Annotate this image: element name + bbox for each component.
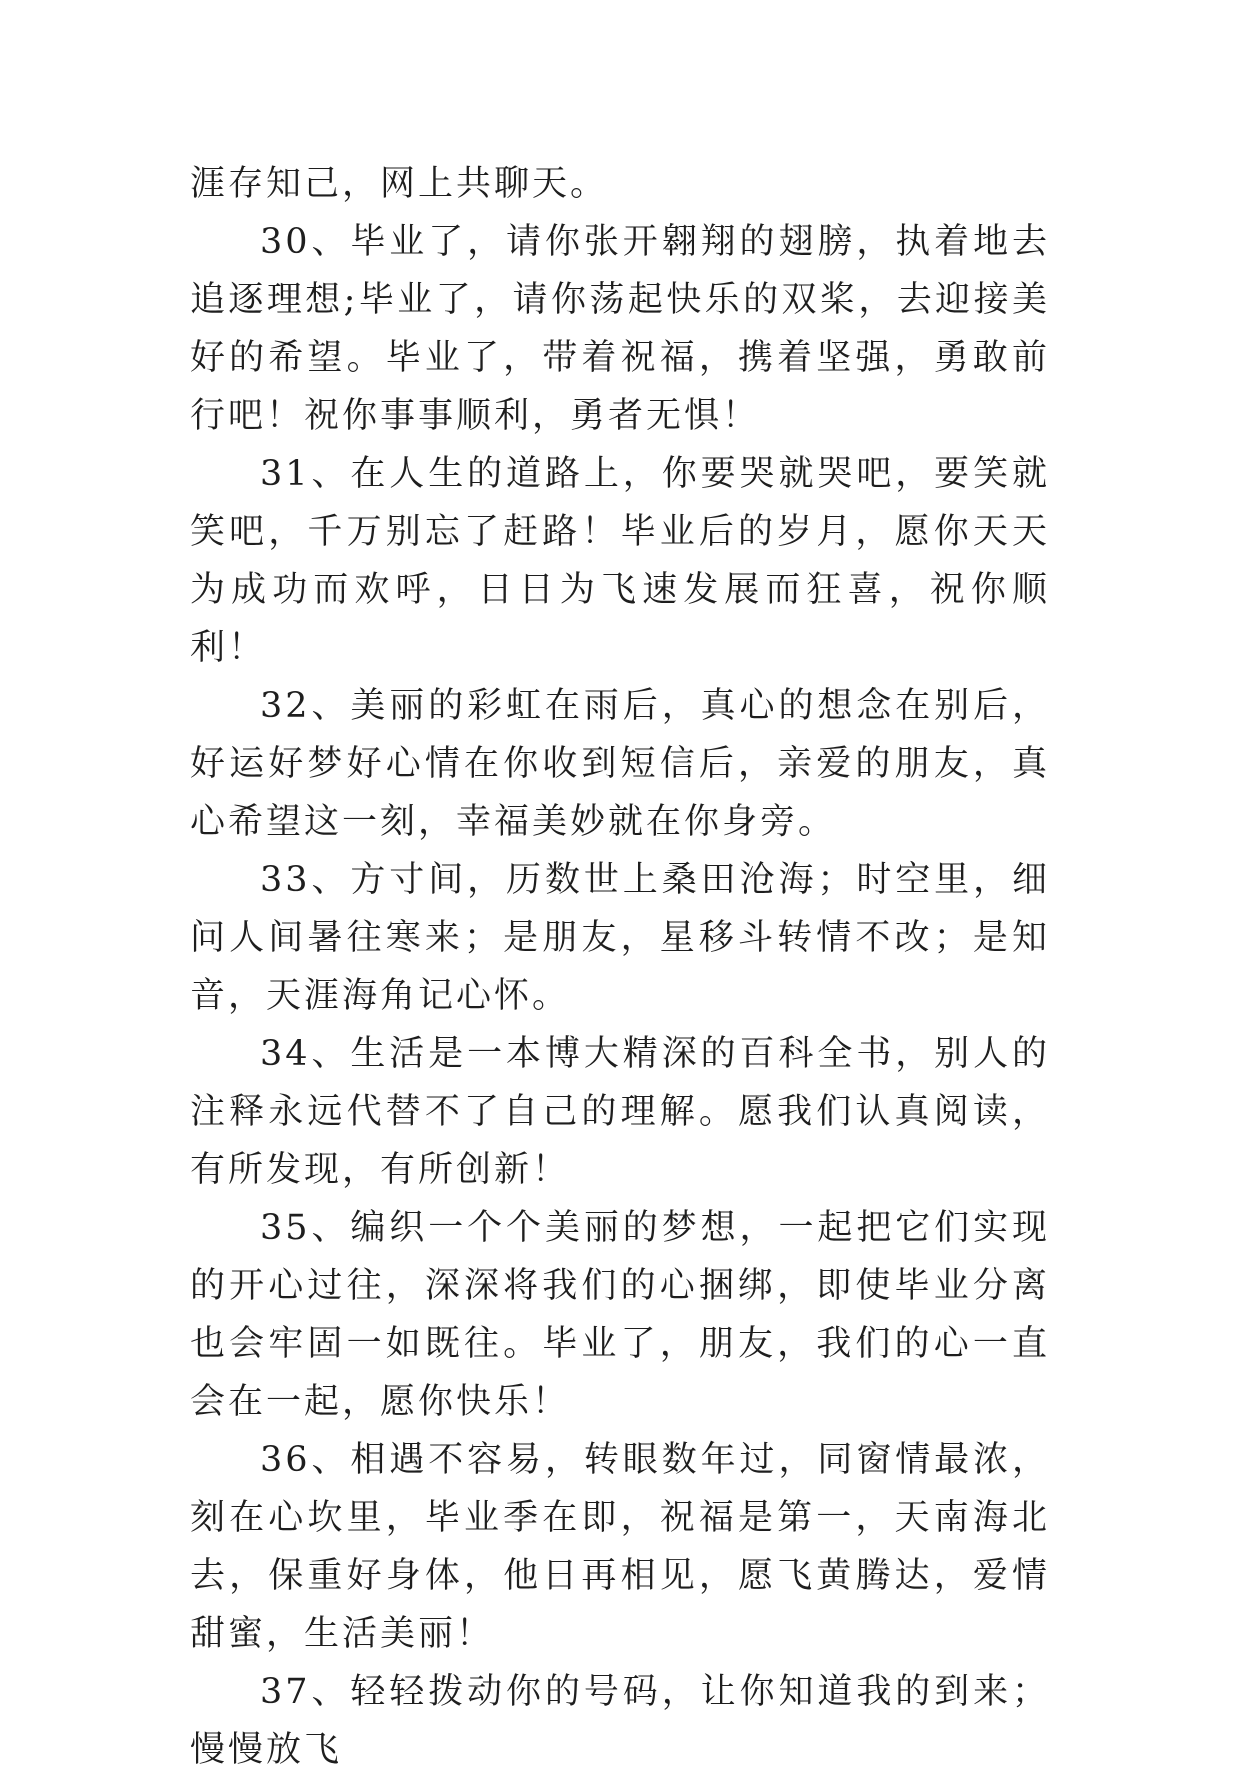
- paragraph-35: 35、编织一个个美丽的梦想，一起把它们实现的开心过往，深深将我们的心捆绑，即使毕业分离也会牢固一如既往。毕业了，朋友，我们的心一直会在一起，愿你快乐！: [190, 1208, 1050, 1422]
- paragraph-30: 30、毕业了，请你张开翱翔的翅膀，执着地去追逐理想;毕业了，请你荡起快乐的双桨，去迎接美好的希望。毕业了，带着祝福，携着坚强，勇敢前行吧！祝你事事顺利，勇者无惧！: [190, 222, 1050, 436]
- paragraph-31: 31、在人生的道路上，你要哭就哭吧，要笑就笑吧，千万别忘了赶路！毕业后的岁月，愿你天天为成功而欢呼，日日为飞速发展而狂喜，祝你顺利！: [190, 454, 1050, 668]
- paragraph-continuation: 涯存知己，网上共聊天。: [190, 164, 609, 204]
- paragraph-37: 37、轻轻拨动你的号码，让你知道我的到来；慢慢放飞: [190, 1672, 1050, 1770]
- paragraph-34: 34、生活是一本博大精深的百科全书，别人的注释永远代替不了自己的理解。愿我们认真阅读，有所发现，有所创新！: [190, 1034, 1050, 1190]
- paragraph-33: 33、方寸间，历数世上桑田沧海；时空里，细问人间暑往寒来；是朋友，星移斗转情不改；是知音，天涯海角记心怀。: [190, 860, 1050, 1016]
- paragraph-36: 36、相遇不容易，转眼数年过，同窗情最浓，刻在心坎里，毕业季在即，祝福是第一，天南海北去，保重好身体，他日再相见，愿飞黄腾达，爱情甜蜜，生活美丽！: [190, 1440, 1050, 1654]
- paragraph-32: 32、美丽的彩虹在雨后，真心的想念在别后，好运好梦好心情在你收到短信后，亲爱的朋友，真心希望这一刻，幸福美妙就在你身旁。: [190, 686, 1050, 842]
- document-body: [190, 155, 1050, 1779]
